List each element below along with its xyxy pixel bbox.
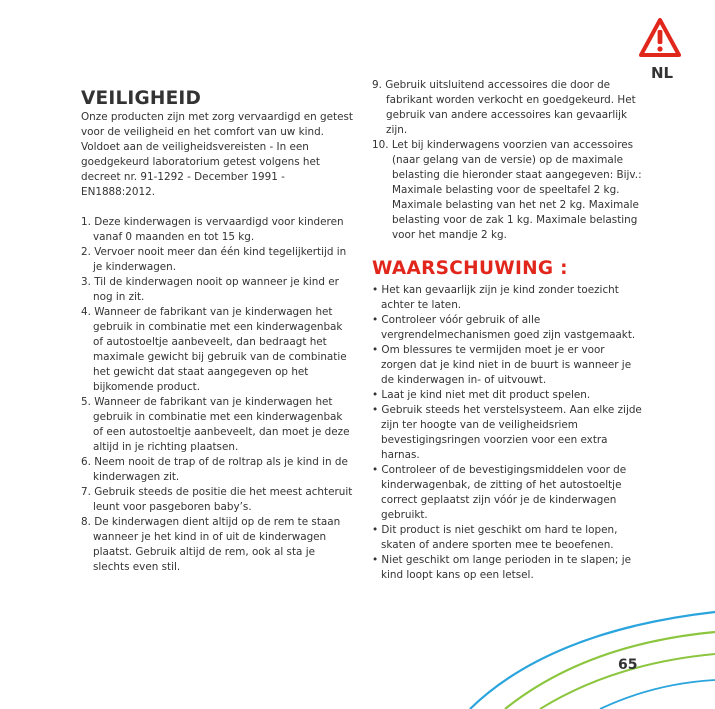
warning-title: WAARSCHUWING : — [372, 258, 568, 279]
rule-item: 7. Gebruik steeds de positie die het meest achteruit leunt voor pasgeboren baby’s. — [81, 486, 353, 513]
rule-item: 2. Vervoer nooit meer dan één kind tegelijkertijd in je kinderwagen. — [81, 246, 347, 273]
rule-item: 9. Gebruik uitsluitend accessoires die door de fabrikant worden verkocht en goedgekeurd. Het gebruik van andere accessoires kan gevaarlijk zijn. — [372, 79, 636, 136]
rule-item: 8. De kinderwagen dient altijd op de rem te staan wanneer je het kind in of uit de kinderwagen plaatst. Gebruik altijd de rem, ook al sta je slechts even stil. — [81, 516, 341, 573]
left-column — [81, 88, 353, 575]
swoosh-green-line — [505, 632, 715, 709]
warning-item: • Laat je kind niet met dit product spelen. — [372, 389, 591, 401]
swoosh-blue-line-2 — [600, 680, 715, 709]
warning-list — [372, 283, 642, 583]
right-column — [372, 78, 642, 583]
warning-item: • Dit product is niet geschikt om hard te lopen, skaten of andere sporten mee te beoefenen. — [372, 524, 618, 551]
warning-triangle-icon — [639, 17, 681, 59]
language-code: NL — [651, 64, 674, 82]
warning-item: • Niet geschikt om lange perioden in te slapen; je kind loopt kans op een letsel. — [372, 554, 632, 581]
page-number: 65 — [618, 657, 638, 673]
warning-item: • Gebruik steeds het verstelsysteem. Aan elke zijde zijn ter hoogte van de veiligheidsriem bevestigingsringen voorzien voor een extra harnas. — [372, 404, 642, 461]
rule-item: 10. Let bij kinderwagens voorzien van accessoires (naar gelang van de versie) op de maximale belasting die hieronder staat aangegeven: Bijv.: Maximale belasting voor de speeltafel 2 kg. Maximale belasting van het net 2 kg. Maximale belasting voor de zak 1 kg. Maximale belasting voor het mandje 2 kg. — [372, 139, 642, 241]
rule-item: 4. Wanneer de fabrikant van je kinderwagen het gebruik in combinatie met een kinderwagenbak of autostoeltje aanbeveelt, dan bedraagt het maximale gewicht bij gebruik van de combinatie het gewicht dat staat aangegeven op het bijkomende product. — [81, 306, 347, 393]
rule-item: 5. Wanneer de fabrikant van je kinderwagen het gebruik in combinatie met een kinderwagenbak of een autostoeltje aanbeveelt, dan moet je deze altijd in je richting plaatsen. — [81, 396, 350, 453]
warning-item: • Controleer vóór gebruik of alle vergrendelmechanismen goed zijn vastgemaakt. — [372, 314, 636, 341]
warning-item: • Het kan gevaarlijk zijn je kind zonder toezicht achter te laten. — [372, 284, 619, 311]
rules-list-right — [372, 78, 642, 243]
warning-item: • Om blessures te vermijden moet je er voor zorgen dat je kind niet in de buurt is wanneer je de kinderwagen in- of uitvouwt. — [372, 344, 632, 386]
rule-item: 1. Deze kinderwagen is vervaardigd voor kinderen vanaf 0 maanden en tot 15 kg. — [81, 216, 344, 243]
warning-item: • Controleer of de bevestigingsmiddelen voor de kinderwagenbak, de zitting of het autostoeltje correct geplaatst zijn vóór je de kinderwagen gebruikt. — [372, 464, 627, 521]
safety-intro: Onze producten zijn met zorg vervaardigd en getest voor de veiligheid en het comfort van uw kind. Voldoet aan de veiligheidsvereisten - In een goedgekeurd laboratorium getest volgens het decreet nr. 91-1292 - December 1991 - EN1888:2012. — [81, 111, 353, 198]
rules-list-left — [81, 215, 353, 575]
rule-item: 6. Neem nooit de trap of de roltrap als je kind in de kinderwagen zit. — [81, 456, 348, 483]
safety-title: VEILIGHEID — [81, 88, 202, 109]
rule-item: 3. Til de kinderwagen nooit op wanneer je kind er nog in zit. — [81, 276, 339, 303]
